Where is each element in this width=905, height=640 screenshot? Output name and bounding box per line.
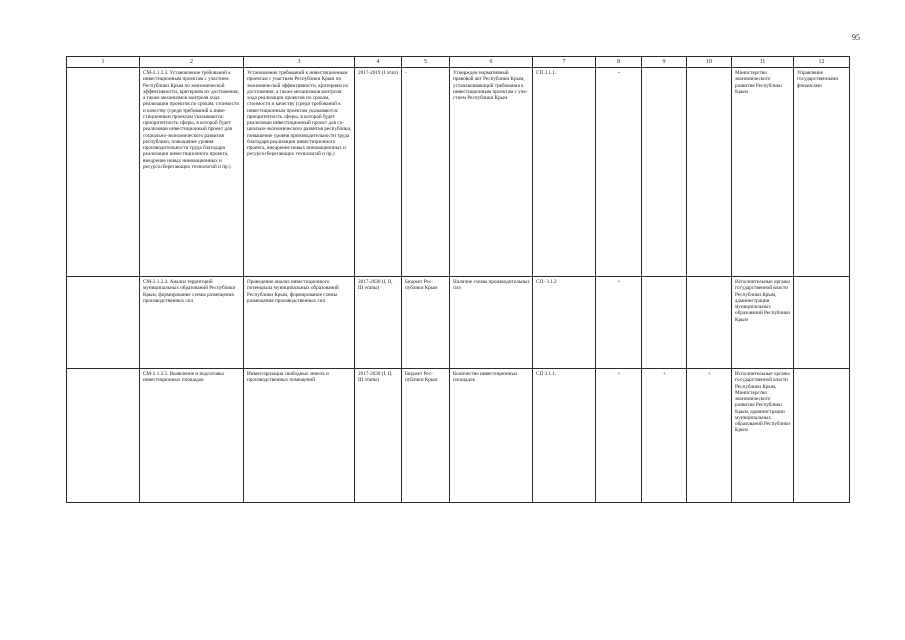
cell-executor: Министерство экономического развития Республики Крым (732, 68, 794, 277)
table-row (67, 277, 850, 369)
column-header: 2 (140, 57, 244, 68)
cell-mark: + (596, 68, 642, 277)
column-header: 5 (402, 57, 450, 68)
cell-measure: СМ-2.1.2.3. Установление требований к инвестиционным проектам с участием Республики Крым по экономической эффективности, критериям их достижения, а также механизмов контроля хода реализации проектов по срокам, стоимости и качеству (среди требований к инвестиционным проектам указываются: приоритетность сферы, в которой будет реализован инвестиционный проект для социально-экономического развития республики, повышение уровня производительности труда благодаря реализации инвестиционного проекта, внедрение новых инновационных и ресурсосберегающих технологий и пр.) (140, 68, 244, 277)
cell-period: 2017-2030 (I, II, III этапы) (355, 277, 402, 369)
column-header: 7 (533, 57, 596, 68)
column-header: 1 (67, 57, 140, 68)
cell-measure: СМ-2.1.2.5. Выявление и подготовка инвестиционных площадок (140, 369, 244, 503)
cell-mark: + (596, 277, 642, 369)
cell-partner: Управление государственными финансами (794, 68, 850, 277)
column-header: 4 (355, 57, 402, 68)
cell-partner (794, 369, 850, 503)
cell-funding: Бюджет Республики Крым (402, 277, 450, 369)
cell-result: Утвержден нормативный правовой акт Республики Крым, устанавливающий требования к инвестиционным проектам с участием Республики Крым (450, 68, 533, 277)
cell-mark (687, 68, 732, 277)
cell-program: СП- 3.1.2 (533, 277, 596, 369)
column-header: 3 (244, 57, 355, 68)
column-header: 12 (794, 57, 850, 68)
cell-period: 2017-2019 (I этап) (355, 68, 402, 277)
cell-measure: СМ-2.1.2.4. Анализ территорий муниципальных образований Республики Крым, формирование схемы размещения производственных сил (140, 277, 244, 369)
cell-program: СП 3.1.1. (533, 68, 596, 277)
column-header: 10 (687, 57, 732, 68)
cell-mark: + (596, 369, 642, 503)
cell-funding: Бюджет Республики Крым (402, 369, 450, 503)
cell-program: СП 3.1.1. (533, 369, 596, 503)
column-header: 8 (596, 57, 642, 68)
cell-executor: Исполнительные органы государственной власти Республики Крым, Министерство экономического развития Республики Крым, администрации муниципальных образований Республики Крым (732, 369, 794, 503)
cell-mark (642, 68, 687, 277)
table-row (67, 369, 850, 503)
table-row (67, 68, 850, 277)
cell-col1 (67, 68, 140, 277)
cell-result: Наличие схемы производительных сил (450, 277, 533, 369)
cell-action: Инвентаризация свободных земель и производственных помещений (244, 369, 355, 503)
cell-funding: - (402, 68, 450, 277)
cell-col1 (67, 369, 140, 503)
cell-mark (642, 277, 687, 369)
cell-action: Проведение анализ инвестиционного потенциала муниципальных образований Республики Крым, формирование схемы размещения производственных сил (244, 277, 355, 369)
cell-mark (687, 277, 732, 369)
column-number-row (67, 57, 850, 68)
column-header: 11 (732, 57, 794, 68)
cell-action: Установление требований к инвестиционным проектам с участием Республики Крым по экономической эффективности, критериям их достижения, а также механизмов контроля хода реализации проектов по срокам, стоимости и качеству (среди требований к инвестиционным проектам указываются: приоритетность сферы, в которой будет реализован инвестиционный проект для социально-экономического развития республики, повышение уровня производительности труда благодаря реализации инвестиционного проекта, внедрение новых инновационных и ресурсосберегающих технологий и пр.) (244, 68, 355, 277)
column-header: 6 (450, 57, 533, 68)
page-number: 95 (852, 33, 860, 42)
measures-table (66, 56, 850, 503)
cell-result: Количество инвестиционных площадок (450, 369, 533, 503)
cell-partner (794, 277, 850, 369)
cell-executor: Исполнительные органы государственной власти Республики Крым, администрации муниципальных образований Республики Крым (732, 277, 794, 369)
cell-mark: + (687, 369, 732, 503)
column-header: 9 (642, 57, 687, 68)
cell-mark: + (642, 369, 687, 503)
cell-col1 (67, 277, 140, 369)
cell-period: 2017-2030 (I, II, III этапы) (355, 369, 402, 503)
